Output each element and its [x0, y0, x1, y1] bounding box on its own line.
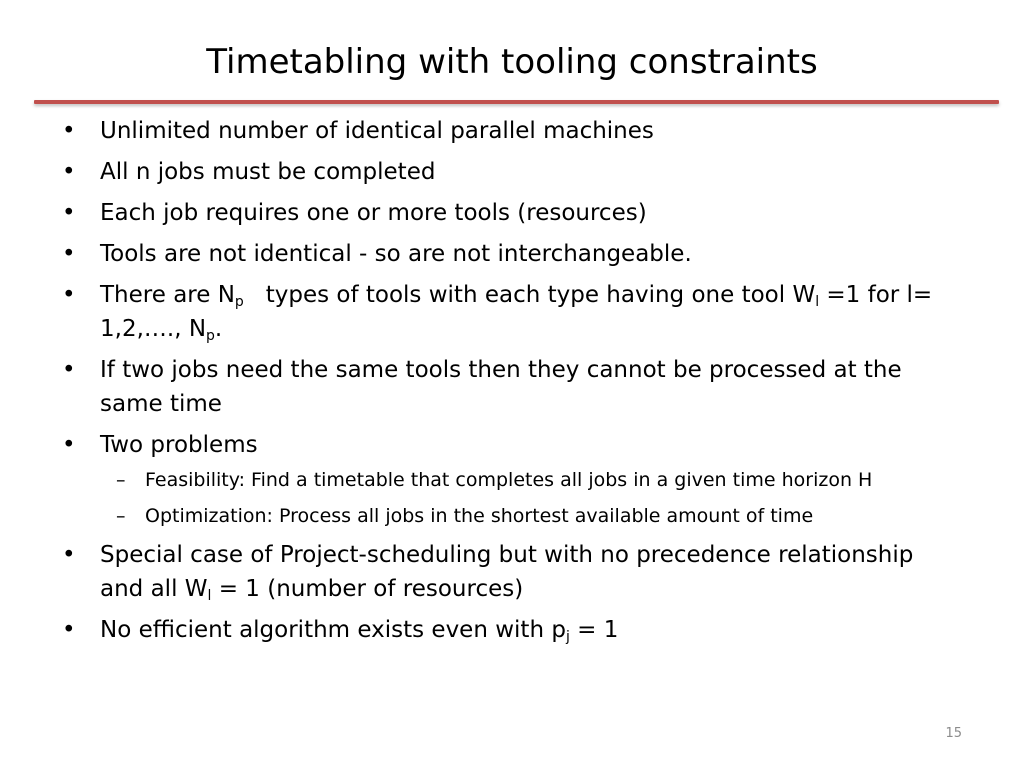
bullet-item	[60, 353, 960, 421]
sub-bullet-item	[100, 466, 960, 495]
subscript: p	[234, 294, 244, 310]
bullet-text: If two jobs need the same tools then they cannot be processed at the same time	[100, 357, 902, 417]
sub-bullet-text: Feasibility: Find a timetable that completes all jobs in a given time horizon H	[145, 469, 873, 491]
bullet-item	[60, 155, 960, 189]
page-number: 15	[945, 726, 962, 741]
bullet-marker: •	[62, 282, 76, 308]
sub-bullet-text: Optimization: Process all jobs in the shortest available amount of time	[145, 505, 814, 527]
bullet-item	[60, 613, 960, 647]
text-run: .	[214, 316, 223, 342]
bullet-text	[100, 617, 618, 643]
bullet-item	[60, 196, 960, 230]
sub-bullet-marker: –	[116, 505, 126, 527]
bullet-marker: •	[62, 432, 76, 458]
text-run: Special case of Project-scheduling but with no precedence relationship and all W	[100, 542, 914, 602]
title-divider	[34, 100, 999, 104]
bullet-marker: •	[62, 118, 76, 144]
bullet-text: All n jobs must be completed	[100, 159, 436, 185]
text-run: =1 for l= 1,2,…., N	[100, 282, 933, 342]
bullet-marker: •	[62, 542, 76, 568]
bullet-marker: •	[62, 159, 76, 185]
bullet-text	[100, 542, 913, 602]
text-run: = 1	[569, 617, 619, 643]
subscript: l	[815, 294, 820, 310]
text-run: = 1 (number of resources)	[211, 576, 524, 602]
bullet-text: Tools are not identical - so are not interchangeable.	[100, 241, 692, 267]
subscript: p	[206, 328, 215, 344]
bullet-item	[60, 278, 960, 346]
bullet-item	[60, 538, 960, 606]
bullet-text: Two problems	[100, 432, 258, 458]
bullet-marker: •	[62, 617, 76, 643]
bullet-marker: •	[62, 200, 76, 226]
subscript: l	[207, 588, 212, 604]
bullet-marker: •	[62, 357, 76, 383]
bullet-marker: •	[62, 241, 76, 267]
bullet-text: Unlimited number of identical parallel machines	[100, 118, 654, 144]
slide-title: Timetabling with tooling constraints	[206, 42, 818, 82]
subscript: j	[565, 629, 570, 645]
bullet-item	[60, 428, 960, 531]
bullet-list	[60, 114, 960, 654]
sub-bullet-item	[100, 502, 960, 531]
text-run: There are N	[100, 282, 235, 308]
text-run: No efficient algorithm exists even with p	[100, 617, 566, 643]
bullet-text: Each job requires one or more tools (resources)	[100, 200, 647, 226]
sub-bullet-marker: –	[116, 469, 126, 491]
sub-bullet-list	[100, 466, 960, 531]
text-run: types of tools with each type having one tool W	[243, 282, 816, 308]
bullet-item	[60, 237, 960, 271]
bullet-item	[60, 114, 960, 148]
bullet-text	[100, 282, 932, 342]
